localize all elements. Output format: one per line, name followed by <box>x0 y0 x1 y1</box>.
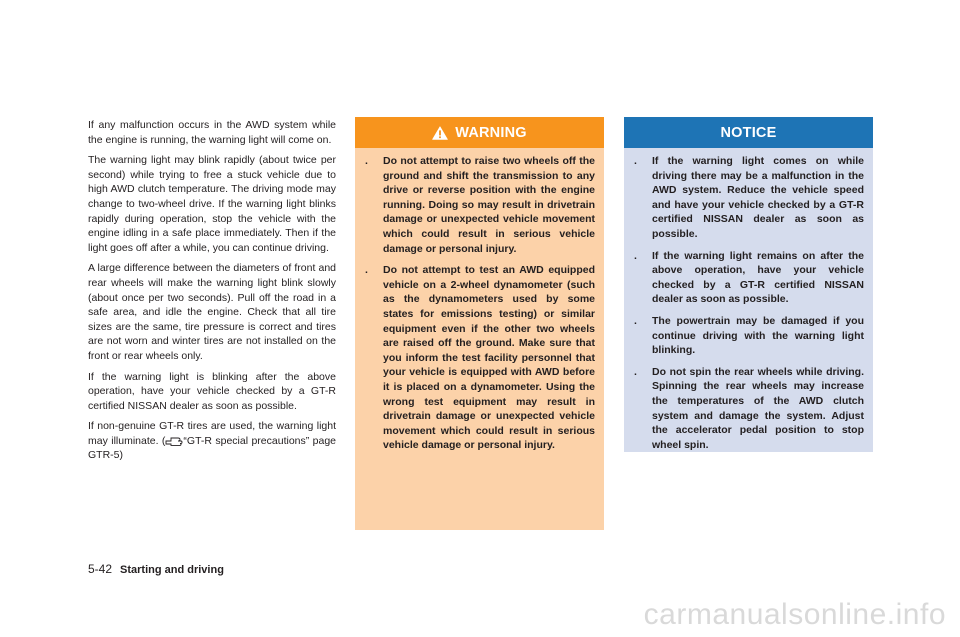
list-item <box>364 154 595 256</box>
page-footer <box>88 562 224 576</box>
warning-header <box>355 117 604 148</box>
bullet: . <box>365 155 368 167</box>
list-item <box>633 365 864 453</box>
notice-box <box>624 117 873 452</box>
list-item-text: Do not spin the rear wheels while driving. Spinning the rear wheels may increase the temperatures of the AWD clutch system and damage the system. Adjust the accelerator pedal position to stop wheel spin. <box>652 365 864 451</box>
section-title: Starting and driving <box>120 564 224 576</box>
bullet: . <box>634 155 637 167</box>
notice-title: NOTICE <box>720 124 777 141</box>
paragraph: If the warning light is blinking after the above operation, have your vehicle checked by a GT-R certified NISSAN dealer as soon as possible. <box>88 370 336 412</box>
list-item <box>633 249 864 307</box>
list-item <box>633 154 864 242</box>
paragraph: A large difference between the diameters of front and rear wheels will make the warning light blink slowly (about once per two seconds). Pull off the road in a safe area, and idle the engine. Check that all tire sizes are the same, tire pressure is correct and tires are not worn and winter tires are not installed on the front or rear wheels only. <box>88 262 336 362</box>
list-item-text: If the warning light comes on while driving there may be a malfunction in the AWD system. Reduce the vehicle speed and have your vehicle checked by a GT-R certified NISSAN dealer as soon as possible. <box>652 155 864 240</box>
bullet: . <box>365 264 368 277</box>
paragraph-text: If non-genuine GT-R tires are used, the warning light may illuminate. ( <box>88 420 336 447</box>
paragraph-reference <box>88 419 336 463</box>
list-item <box>364 263 595 453</box>
bullet: . <box>634 249 637 262</box>
page-number: 5-42 <box>88 562 113 576</box>
pointing-hand-icon <box>165 435 183 446</box>
list-item-text: Do not attempt to raise two wheels off the ground and shift the transmission to any drive or reverse position with the engine running. Doing so may result in drivetrain damage or unexpected vehicle movement which could result in serious vehicle damage or personal injury. <box>383 155 595 255</box>
list-item-text: The powertrain may be damaged if you continue driving with the warning light blinking. <box>652 314 864 357</box>
notice-list <box>624 148 873 452</box>
reference-link[interactable]: “GT-R special precautions” page GTR-5) <box>88 434 336 462</box>
list-item <box>633 314 864 358</box>
notice-header <box>624 117 873 148</box>
warning-title: WARNING <box>455 124 527 141</box>
warning-box <box>355 117 604 530</box>
warning-triangle-icon <box>432 126 448 140</box>
bullet: . <box>634 314 637 327</box>
paragraph: If any malfunction occurs in the AWD system while the engine is running, the warning light will come on. <box>88 119 336 146</box>
body-text-column <box>88 118 336 469</box>
paragraph: The warning light may blink rapidly (about twice per second) while trying to free a stuck vehicle due to high AWD clutch temperature. The driving mode may change to two-wheel drive. If the warning light blinks rapidly during operation, stop the vehicle with the engine idling in a safe place immediately. Then if the light goes off after a while, you can continue driving. <box>88 154 336 254</box>
bullet: . <box>634 365 637 378</box>
list-item-text: Do not attempt to test an AWD equipped vehicle on a 2-wheel dynamometer (such as the dynamometers used by some states for emissions testing) or similar equipment even if the other two wheels are raised off the ground. Make sure that you inform the test facility personnel that your vehicle is equipped with AWD before it is placed on a dynamometer. Using the wrong test equipment may result in drivetrain damage or unexpected vehicle movement which could result in serious vehicle damage or personal injury. <box>383 264 595 452</box>
watermark: carmanualsonline.info <box>643 598 946 631</box>
warning-list <box>355 148 604 453</box>
list-item-text: If the warning light remains on after the above operation, have your vehicle checked by a GT-R certified NISSAN dealer as soon as possible. <box>652 249 864 306</box>
